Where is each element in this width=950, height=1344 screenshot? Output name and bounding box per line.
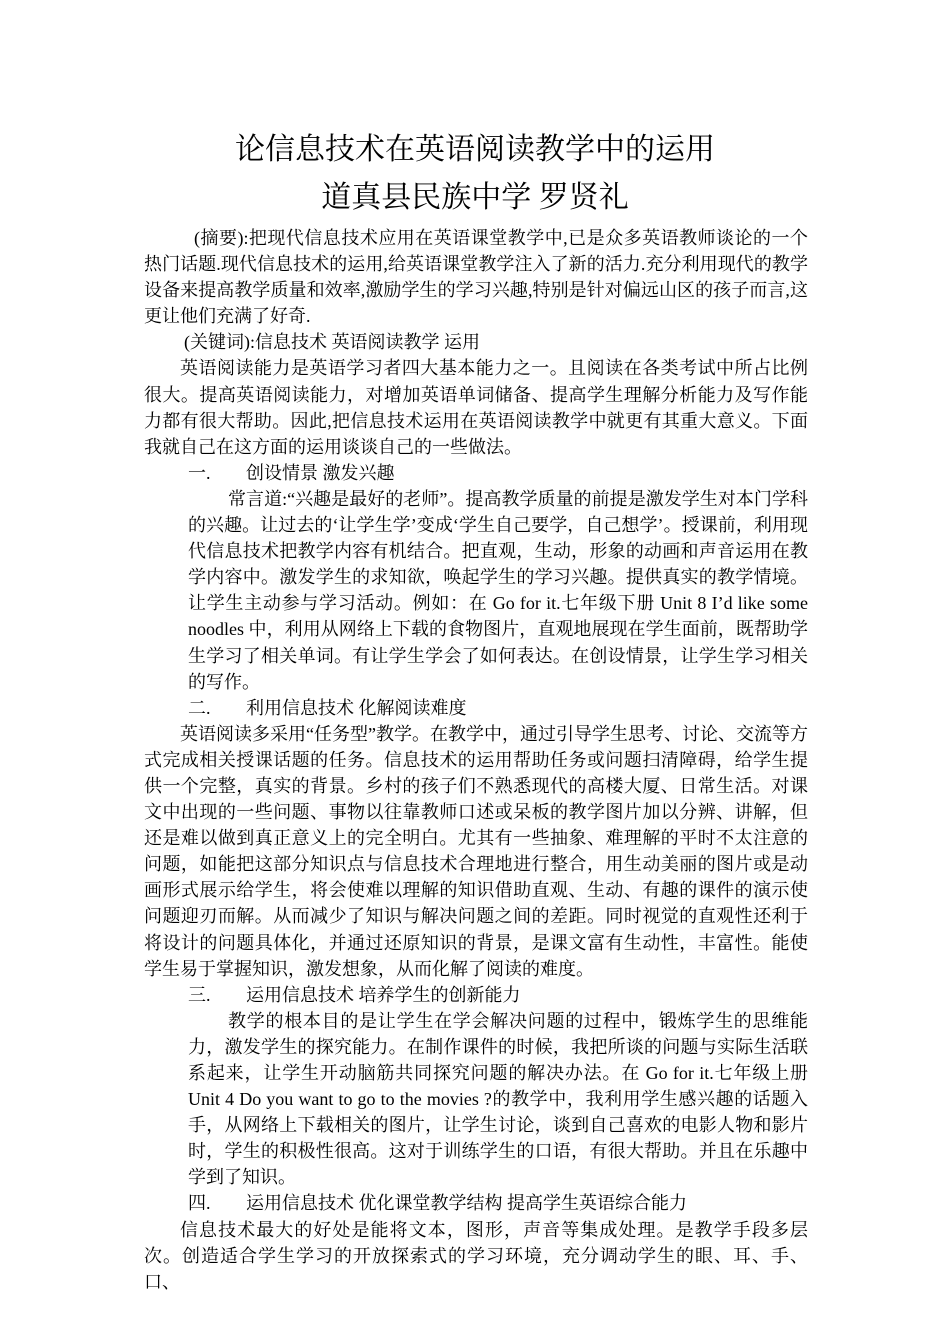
section-number-3: 三. [188,984,211,1005]
section-title-3: 运用信息技术 培养学生的创新能力 [246,984,521,1005]
section-number-1: 一. [188,462,211,483]
section-heading-4 [144,1190,808,1216]
section-paragraph-4: 信息技术最大的好处是能将文本，图形，声音等集成处理。是教学手段多层次。创造适合学生学习的开放探索式的学习环境，充分调动学生的眼、耳、手、口、 [144,1219,808,1292]
section-title-2: 利用信息技术 化解阅读难度 [246,697,467,718]
section-title-1: 创设情景 激发兴趣 [246,462,395,483]
keywords-line: (关键词):信息技术 英语阅读教学 运用 [184,332,480,353]
section-paragraph-1: 常言道:“兴趣是最好的老师”。提高教学质量的前提是激发学生对本门学科的兴趣。让过去的‘让学生学’变成‘学生自己要学，自己想学’。授课前，利用现代信息技术把教学内容有机结合。把直观，生动，形象的动画和声音运用在教学内容中。激发学生的求知欲，唤起学生的学习兴趣。提供真实的教学情境。让学生主动参与学习活动。例如：在 Go for it.七年级下册 Unit 8 I’d like some noodles 中，利用从网络上下载的食物图片，直观地展现在学生面前，既帮助学生学习了相关单词。有让学生学会了如何表达。在创设情景，让学生学习相关的写作。 [188,488,808,692]
abstract-paragraph: (摘要):把现代信息技术应用在英语课堂教学中,已是众多英语教师谈论的一个热门话题.现代信息技术的运用,给英语课堂教学注入了新的活力.充分利用现代的教学设备来提高教学质量和效率,激励学生的学习兴趣,特别是针对偏远山区的孩子而言,这更让他们充满了好奇. [144,228,808,327]
author-line: 道真县民族中学 罗贤礼 [321,181,629,214]
section-heading-2 [144,695,808,721]
section-heading-3 [144,982,808,1008]
section-paragraph-2: 英语阅读多采用“任务型”教学。在教学中，通过引导学生思考、讨论、交流等方式完成相关授课话题的任务。信息技术的运用帮助任务或问题扫清障碍，给学生提供一个完整，真实的背景。乡村的孩子们不熟悉现代的高楼大厦、日常生活。对课文中出现的一些问题、事物以往靠教师口述或呆板的教学图片加以分辨、讲解，但还是难以做到真正意义上的完全明白。尤其有一些抽象、难理解的平时不太注意的问题，如能把这部分知识点与信息技术合理地进行整合，用生动美丽的图片或是动画形式展示给学生，将会使难以理解的知识借助直观、生动、有趣的课件的演示使问题迎刃而解。从而减少了知识与解决问题之间的差距。同时视觉的直观性还利于将设计的问题具体化，并通过还原知识的背景，是课文富有生动性，丰富性。能使学生易于掌握知识，激发想象，从而化解了阅读的难度。 [144,723,808,979]
section-title-4: 运用信息技术 优化课堂教学结构 提高学生英语综合能力 [246,1193,687,1214]
document-title: 论信息技术在英语阅读教学中的运用 [235,133,715,166]
document-body [144,225,808,1295]
section-heading-1 [144,460,808,486]
intro-paragraph: 英语阅读能力是英语学习者四大基本能力之一。且阅读在各类考试中所占比例很大。提高英语阅读能力，对增加英语单词储备、提高学生理解分析能力及写作能力都有很大帮助。因此,把信息技术运用在英语阅读教学中就更有其重大意义。下面我就自己在这方面的运用谈谈自己的一些做法。 [144,358,808,457]
section-number-2: 二. [188,697,211,718]
section-number-4: 四. [188,1193,211,1214]
section-paragraph-3: 教学的根本目的是让学生在学会解决问题的过程中，锻炼学生的思维能力，激发学生的探究能力。在制作课件的时候，我把所谈的问题与实际生活联系起来，让学生开动脑筋共同探究问题的解决办法。在 Go for it.七年级上册 Unit 4 Do you want to go to the movies ?的教学中，我利用学生感兴趣的话题入手，从网络上下载相关的图片，让学生讨论，谈到自己喜欢的电影人物和影片时，学生的积极性很高。这对于训练学生的口语，有很大帮助。并且在乐趣中学到了知识。 [188,1010,808,1188]
